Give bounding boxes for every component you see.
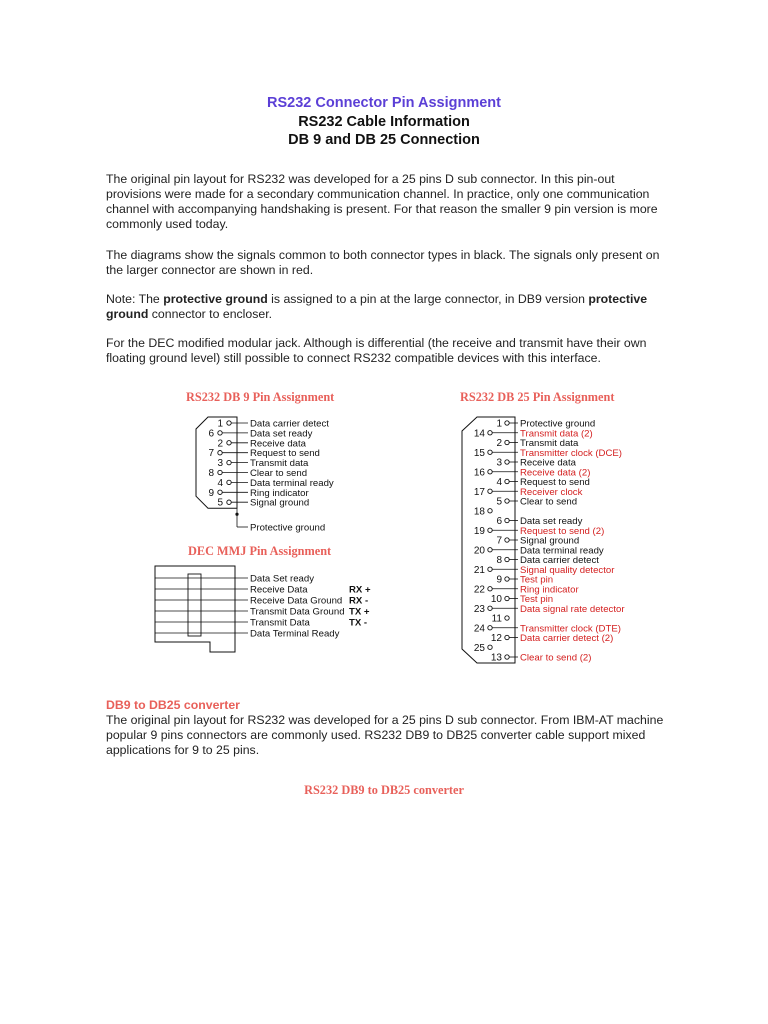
db25-pin-contact (505, 499, 509, 503)
db9-pin-number: 1 (217, 418, 223, 430)
db25-pin-number: 12 (490, 633, 502, 644)
dec-polarity-tag: TX - (349, 617, 368, 629)
db25-signal-label: Request to send (2) (520, 525, 605, 537)
db25-pin-number: 16 (473, 467, 485, 479)
converter-heading: DB9 to DB25 converter (106, 698, 240, 712)
db25-pin-contact (505, 440, 509, 444)
db25-pin-contact (488, 606, 492, 610)
dec-polarity-tag: RX + (349, 584, 371, 596)
db25-pin-number: 5 (496, 496, 502, 508)
db25-signal-label: Receive data (2) (520, 467, 591, 479)
db25-pin-contact (488, 470, 492, 474)
db9-pin-number: 9 (208, 487, 214, 499)
db9-pin-contact (218, 490, 222, 494)
db25-pin-number: 15 (473, 447, 485, 459)
db25-pin-contact (488, 509, 492, 513)
db25-pin-contact (488, 645, 492, 649)
db9-signal-label: Data carrier detect (250, 418, 329, 430)
intro-paragraph-4: For the DEC modified modular jack. Although is differential (the receive and transmit have their own floating ground level) still possible to connect RS232 compatible devices with this interface. (106, 336, 647, 365)
db25-pin-diagram (462, 417, 625, 664)
db9-pin-number: 7 (208, 448, 214, 460)
db9-pin-contact (227, 500, 231, 504)
db9-ground-label: Protective ground (250, 522, 326, 534)
db9-pin-contact (227, 441, 231, 445)
db25-signal-label: Transmit data (2) (520, 428, 593, 440)
note-text-end: connector to encloser. (148, 307, 273, 321)
db9-pin-number: 3 (217, 458, 223, 470)
db25-signal-label: Data carrier detect (520, 555, 599, 566)
converter-paragraph: The original pin layout for RS232 was developed for a 25 pins D sub connector. From IBM-AT machine popular 9 pins connectors are commonly used. RS232 DB9 to DB25 converter cable support mixed applications for 9 to 25 pins. (106, 713, 664, 757)
db9-pin-contact (227, 421, 231, 425)
db25-signal-label: Receive data (520, 457, 576, 469)
db25-signal-label: Transmitter clock (DCE) (520, 447, 622, 459)
db25-pin-contact (505, 518, 509, 522)
db25-pin-number: 2 (496, 438, 502, 449)
dec-jack-latch (188, 574, 201, 636)
db9-pin-contact (227, 480, 231, 484)
note-bold-protective-ground-1: protective ground (163, 292, 268, 306)
db25-pin-contact (505, 655, 509, 659)
dec-signal-label: Receive Data (250, 584, 308, 596)
db25-pin-number: 24 (473, 623, 485, 635)
db25-pin-contact (505, 577, 509, 581)
db25-pin-number: 14 (473, 428, 485, 440)
db9-signal-label: Request to send (250, 448, 320, 460)
dec-mmj-pin-diagram (155, 566, 371, 652)
page-subtitle-db-connection: DB 9 and DB 25 Connection (288, 132, 480, 148)
db25-signal-label: Signal ground (520, 535, 580, 547)
db9-signal-label: Clear to send (250, 468, 308, 479)
db25-signal-label: Clear to send (2) (520, 652, 592, 664)
converter-figure-title: RS232 DB9 to DB25 converter (304, 783, 464, 797)
db25-pin-contact (488, 567, 492, 571)
db25-pin-contact (488, 431, 492, 435)
db25-signal-label: Data set ready (520, 516, 583, 527)
db25-figure-title: RS232 DB 25 Pin Assignment (460, 390, 615, 404)
db9-signal-label: Transmit data (250, 458, 309, 470)
db25-pin-contact (505, 538, 509, 542)
db9-ground-dot (235, 513, 238, 516)
db9-pin-number: 8 (208, 468, 214, 479)
db25-pin-number: 1 (496, 418, 502, 430)
db9-pin-contact (218, 451, 222, 455)
db25-pin-contact (488, 450, 492, 454)
db25-pin-number: 10 (490, 594, 502, 605)
db9-pin-contact (218, 470, 222, 474)
dec-polarity-tag: TX + (349, 606, 370, 618)
db25-pin-number: 9 (496, 574, 502, 586)
db25-pin-contact (505, 616, 509, 620)
note-text-middle: is assigned to a pin at the large connector, in DB9 version (267, 292, 589, 306)
db25-pin-number: 25 (473, 642, 485, 654)
db25-signal-label: Signal quality detector (520, 564, 615, 576)
db25-pin-number: 20 (473, 545, 485, 557)
dec-signal-label: Transmit Data (250, 617, 310, 629)
db25-signal-label: Data carrier detect (2) (520, 633, 614, 644)
intro-paragraph-1: The original pin layout for RS232 was developed for a 25 pins D sub connector. In this pin-out provisions were made for a secondary communication channel. In practice, only one communication channel with accompanying handshaking is present. For that reason the smaller 9 pin version is more commonly used today. (106, 172, 658, 231)
db25-signal-label: Request to send (520, 477, 590, 488)
db25-pin-number: 13 (490, 652, 502, 664)
dec-signal-label: Receive Data Ground (250, 595, 343, 607)
db25-pin-number: 8 (496, 555, 502, 566)
db25-signal-label: Ring indicator (520, 584, 579, 596)
intro-paragraph-2: The diagrams show the signals common to both connector types in black. The signals only present on the larger connector are shown in red. (106, 248, 660, 277)
dec-signal-label: Transmit Data Ground (250, 606, 345, 618)
dec-signal-label: Data Terminal Ready (250, 628, 340, 640)
db25-signal-label: Clear to send (520, 496, 578, 508)
db25-pin-contact (488, 489, 492, 493)
db9-pin-number: 5 (217, 497, 223, 509)
db25-pin-number: 21 (473, 564, 485, 576)
db25-pin-contact (488, 587, 492, 591)
db9-pin-contact (227, 460, 231, 464)
db25-pin-contact (505, 635, 509, 639)
db9-pin-number: 6 (208, 428, 214, 440)
db25-pin-number: 6 (496, 516, 502, 527)
db9-pin-diagram (196, 417, 334, 534)
db25-pin-number: 19 (473, 525, 485, 537)
db9-signal-label: Signal ground (250, 497, 310, 509)
db9-pin-number: 4 (217, 477, 223, 489)
db25-pin-number: 7 (496, 535, 502, 547)
page-subtitle-cable-info: RS232 Cable Information (298, 114, 470, 130)
db25-signal-label: Transmit data (520, 438, 579, 449)
db25-pin-contact (488, 626, 492, 630)
db25-pin-number: 17 (473, 486, 485, 498)
note-bold-protective-ground-2: protective ground (106, 292, 648, 321)
db25-pin-contact (488, 548, 492, 552)
db25-pin-number: 23 (473, 603, 485, 615)
db25-pin-number: 18 (473, 506, 485, 518)
db25-pin-number: 4 (496, 477, 502, 488)
dec-mmj-figure-title: DEC MMJ Pin Assignment (188, 544, 332, 558)
db25-pin-contact (488, 528, 492, 532)
db9-pin-number: 2 (217, 438, 223, 450)
db25-signal-label: Test pin (520, 594, 554, 605)
note-text-start: Note: The (106, 292, 164, 306)
db25-pin-contact (505, 479, 509, 483)
db25-pin-contact (505, 421, 509, 425)
db25-signal-label: Protective ground (520, 418, 596, 430)
db9-signal-label: Ring indicator (250, 487, 309, 499)
db25-pin-contact (505, 596, 509, 600)
db25-pin-number: 3 (496, 457, 502, 469)
db25-signal-label: Transmitter clock (DTE) (520, 623, 621, 635)
db25-pin-contact (505, 557, 509, 561)
db9-pin-contact (218, 431, 222, 435)
db9-signal-label: Data set ready (250, 428, 313, 440)
page-title: RS232 Connector Pin Assignment (267, 95, 501, 111)
db25-pin-number: 22 (473, 584, 485, 596)
db25-signal-label: Receiver clock (520, 486, 583, 498)
db9-signal-label: Data terminal ready (250, 477, 334, 489)
db25-signal-label: Test pin (520, 574, 554, 586)
db25-pin-contact (505, 460, 509, 464)
dec-polarity-tag: RX - (349, 595, 369, 607)
db25-signal-label: Data signal rate detector (520, 603, 625, 615)
dec-jack-outline (155, 566, 235, 652)
db25-pin-number: 11 (491, 613, 502, 625)
db25-signal-label: Data terminal ready (520, 545, 604, 557)
dec-signal-label: Data Set ready (250, 573, 314, 585)
db9-signal-label: Receive data (250, 438, 306, 450)
db9-figure-title: RS232 DB 9 Pin Assignment (186, 390, 335, 404)
